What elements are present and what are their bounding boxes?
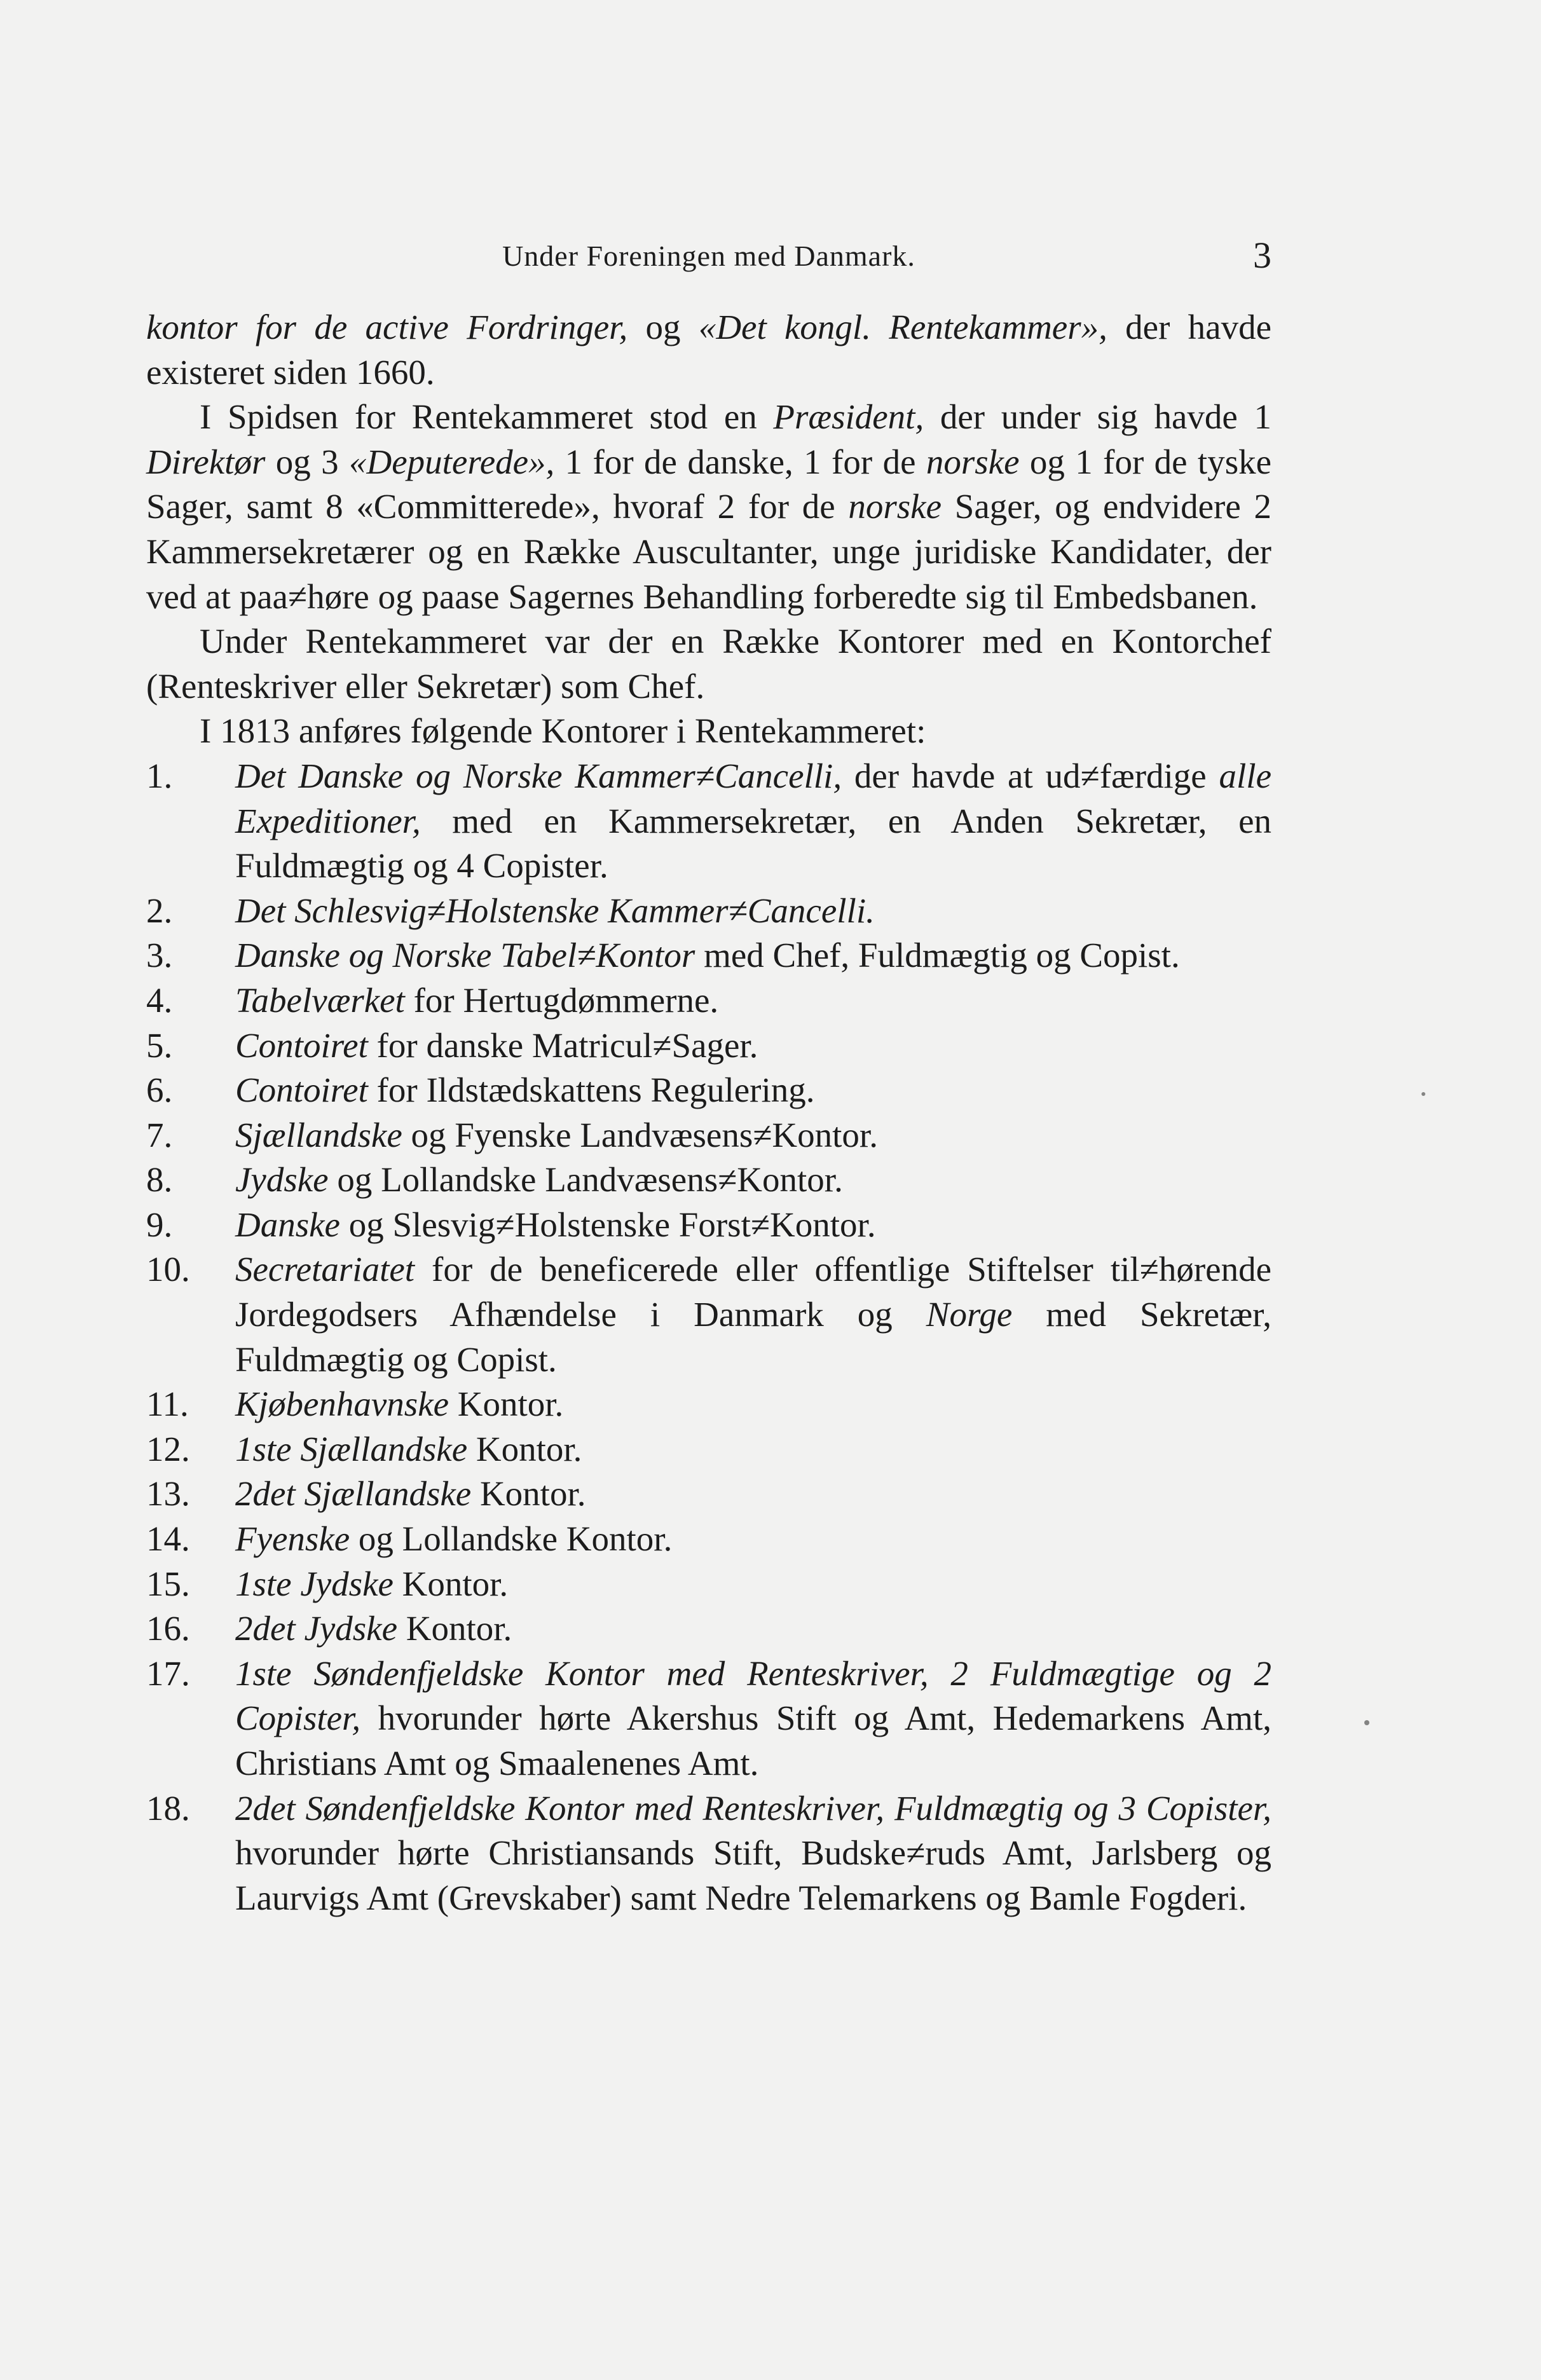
text-run: med Sekretær, Fuldmægtig og Copist. [235, 1295, 1271, 1379]
list-number: 11. [146, 1385, 189, 1424]
text-run: der havde at ud≠færdige [842, 756, 1219, 795]
running-title: Under Foreningen med Danmark. [502, 240, 915, 272]
text-run: Kontor. [393, 1564, 509, 1603]
list-number: 9. [146, 1205, 173, 1244]
list-item [146, 1562, 1271, 1607]
page-body [146, 305, 1271, 1920]
italic-text: Direktør [146, 442, 266, 481]
italic-text: alle Expeditioner, [235, 756, 1271, 840]
list-item [146, 1652, 1271, 1786]
italic-text: Det Danske og Norske Kammer≠Cancelli, [235, 756, 842, 795]
italic-text: Contoiret [235, 1025, 368, 1065]
list-item [146, 889, 1271, 934]
text-run: og Lollandske Kontor. [350, 1519, 673, 1559]
text-run: og 3 [265, 442, 350, 481]
italic-text: norske [926, 442, 1020, 481]
text-run: og [627, 308, 699, 346]
list-item [146, 1158, 1271, 1203]
text-run: og Fyenske Landvæsens≠Kontor. [402, 1115, 878, 1154]
list-item [146, 1068, 1271, 1113]
list-item [146, 1023, 1271, 1069]
list-number: 3. [146, 936, 173, 975]
italic-text: 2det Sjællandske [235, 1474, 472, 1514]
list-number: 7. [146, 1115, 173, 1154]
text-run: Kontor. [471, 1474, 586, 1514]
list-number: 16. [146, 1609, 190, 1648]
book-page [146, 0, 1271, 2380]
list-item [146, 1427, 1271, 1472]
italic-text: Secretariatet [235, 1250, 415, 1289]
list-number: 6. [146, 1070, 173, 1110]
text-run: Kontor. [467, 1429, 582, 1468]
list-number: 15. [146, 1564, 190, 1603]
paper-speck [1421, 1092, 1425, 1096]
office-list [146, 754, 1271, 1920]
italic-text: Contoiret [235, 1070, 368, 1110]
text-run: med Chef, Fuldmægtig og Copist. [695, 936, 1180, 975]
italic-text: norske [848, 487, 942, 526]
text-run: for danske Matricul≠Sager. [367, 1025, 758, 1065]
list-number: 5. [146, 1025, 173, 1065]
italic-text: 1ste Sjællandske [235, 1429, 468, 1468]
list-item [146, 1382, 1271, 1427]
running-head [146, 234, 1271, 278]
list-item [146, 1247, 1271, 1382]
text-run: for de beneficerede eller offentlige Stiftelser til≠hørende Jordegodsers Afhændelse i Danmark og [235, 1250, 1271, 1334]
list-item [146, 978, 1271, 1023]
italic-text: 2det Jydske [235, 1609, 397, 1648]
list-item [146, 1113, 1271, 1158]
text-run: Kontor. [449, 1385, 564, 1424]
italic-text: Kjøbenhavnske [235, 1385, 449, 1424]
italic-text: 1ste Søndenfjeldske Kontor med Renteskriver, 2 Fuldmægtige og 2 Copister, [235, 1653, 1271, 1738]
paper-speck [1364, 1720, 1369, 1725]
italic-text: 2det Søndenfjeldske Kontor med Renteskriver, Fuldmægtig og 3 Copister, [235, 1788, 1271, 1828]
italic-text: Fyenske [235, 1519, 350, 1559]
text-run: for Hertugdømmerne. [404, 980, 719, 1020]
list-item [146, 1517, 1271, 1562]
text-run: I Spidsen for Rentekammeret stod en [200, 397, 774, 437]
text-run: for Ildstædskattens Regulering. [367, 1070, 815, 1110]
list-number: 10. [146, 1250, 190, 1289]
italic-text: Det Schlesvig≠Holstenske Kammer≠Cancelli. [235, 891, 875, 930]
list-number: 1. [146, 756, 173, 795]
italic-text: Tabelværket [235, 980, 405, 1020]
italic-text: «Deputerede», [349, 442, 555, 481]
italic-text: Norge [926, 1295, 1013, 1334]
text-run: der under sig havde 1 [924, 397, 1271, 437]
italic-text: Præsident, [773, 397, 924, 437]
list-number: 12. [146, 1429, 190, 1468]
list-item [146, 1786, 1271, 1921]
italic-text: Jydske [235, 1160, 329, 1200]
text-run: og Slesvig≠Holstenske Forst≠Kontor. [339, 1205, 876, 1244]
list-item [146, 933, 1271, 978]
text-run: med en Kammersekretær, en Anden Sekretær, en Fuldmægtig og 4 Copister. [235, 801, 1271, 886]
text-run: hvorunder hørte Akershus Stift og Amt, Hedemarkens Amt, Christians Amt og Smaalenenes Amt. [235, 1699, 1271, 1782]
list-number: 17. [146, 1653, 190, 1693]
page-number: 3 [1253, 235, 1271, 276]
text-run: der havde existeret siden 1660. [146, 308, 1271, 392]
italic-text: Danske og Norske Tabel≠Kontor [235, 936, 695, 975]
italic-text: 1ste Jydske [235, 1564, 394, 1603]
text-run: og 1 for de tyske Sager, samt 8 «Committerede», hvoraf 2 for de [146, 442, 1272, 526]
italic-text: Sjællandske [235, 1115, 402, 1154]
list-number: 2. [146, 891, 173, 930]
list-number: 8. [146, 1160, 173, 1200]
text-run: hvorunder hørte Christiansands Stift, Budske≠ruds Amt, Jarlsberg og Laurvigs Amt (Grevskaber) samt Nedre Telemarkens og Bamle Fogderi. [235, 1833, 1271, 1917]
list-number: 4. [146, 980, 173, 1020]
text-run: 1 for de danske, 1 for de [554, 442, 926, 481]
text-run: Sager, og endvidere 2 Kammersekretærer og en Række Auscultanter, unge juridiske Kandidater, der ved at paa≠høre og paase Sagernes Behandling forberedte sig til Embedsbanen. [146, 487, 1271, 616]
list-item [146, 754, 1271, 889]
list-item [146, 1472, 1271, 1517]
text-run: og Lollandske Landvæsens≠Kontor. [328, 1160, 843, 1200]
list-item [146, 1606, 1271, 1652]
list-number: 18. [146, 1788, 190, 1828]
italic-text: «Det kongl. Rentekammer», [698, 308, 1107, 346]
italic-text: kontor for de active Fordringer, [146, 308, 628, 346]
list-item [146, 1203, 1271, 1248]
paragraph [146, 305, 1271, 395]
text-run: Kontor. [397, 1609, 512, 1648]
italic-text: Danske [235, 1205, 340, 1244]
text-run: Under Rentekammeret var der en Række Kontorer med en Kontorchef (Renteskriver eller Sekretær) som Chef. [146, 622, 1271, 706]
list-intro: I 1813 anføres følgende Kontorer i Rentekammeret: [200, 711, 926, 751]
paragraph [146, 395, 1271, 619]
paragraph [146, 619, 1271, 709]
list-number: 13. [146, 1474, 190, 1514]
list-number: 14. [146, 1519, 190, 1559]
paragraphs [146, 305, 1271, 709]
